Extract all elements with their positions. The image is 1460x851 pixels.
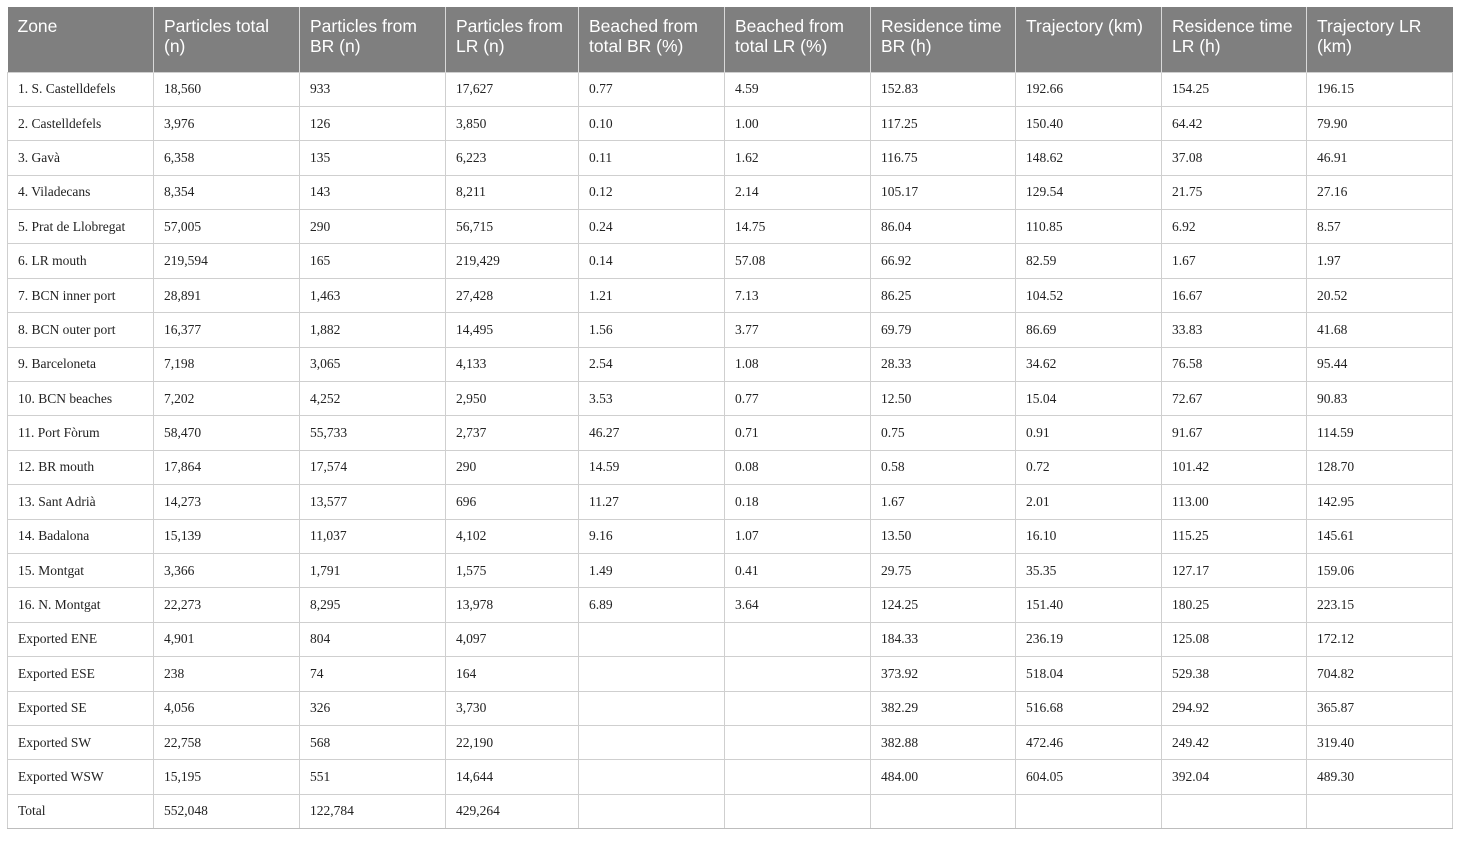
table-cell: 15,195 (154, 760, 300, 794)
table-cell: 164 (446, 657, 579, 691)
table-cell: 64.42 (1162, 106, 1307, 140)
table-row (8, 244, 1453, 278)
table-cell: 219,429 (446, 244, 579, 278)
table-cell: 0.72 (1016, 450, 1162, 484)
column-header: Trajectory LR (km) (1307, 7, 1453, 72)
table-cell: 28.33 (871, 347, 1016, 381)
zone-cell: 15. Montgat (8, 553, 154, 587)
table-row (8, 347, 1453, 381)
table-row (8, 588, 1453, 622)
table-cell: 0.18 (725, 485, 871, 519)
table-cell: 382.88 (871, 725, 1016, 759)
table-cell: 115.25 (1162, 519, 1307, 553)
table-cell: 72.67 (1162, 382, 1307, 416)
table-cell: 14.75 (725, 210, 871, 244)
table-cell: 29.75 (871, 553, 1016, 587)
table-cell: 17,627 (446, 72, 579, 106)
table-cell: 1.97 (1307, 244, 1453, 278)
table-cell: 192.66 (1016, 72, 1162, 106)
table-cell: 11.27 (579, 485, 725, 519)
table-cell: 66.92 (871, 244, 1016, 278)
table-cell: 290 (300, 210, 446, 244)
table-cell: 143 (300, 175, 446, 209)
table-cell: 249.42 (1162, 725, 1307, 759)
column-header: Particles total (n) (154, 7, 300, 72)
table-cell: 27,428 (446, 278, 579, 312)
column-header: Particles from BR (n) (300, 7, 446, 72)
table-cell: 21.75 (1162, 175, 1307, 209)
table-cell: 35.35 (1016, 553, 1162, 587)
table-cell: 16.67 (1162, 278, 1307, 312)
table-cell: 0.91 (1016, 416, 1162, 450)
table-cell: 86.69 (1016, 313, 1162, 347)
table-row (8, 794, 1453, 828)
zone-cell: 1. S. Castelldefels (8, 72, 154, 106)
table-cell: 114.59 (1307, 416, 1453, 450)
table-cell: 0.77 (579, 72, 725, 106)
table-cell: 15,139 (154, 519, 300, 553)
table-cell: 2.01 (1016, 485, 1162, 519)
table-cell: 135 (300, 141, 446, 175)
zone-cell: Exported ESE (8, 657, 154, 691)
zone-cell: 3. Gavà (8, 141, 154, 175)
table-cell: 489.30 (1307, 760, 1453, 794)
table-cell: 1.56 (579, 313, 725, 347)
table-cell: 82.59 (1016, 244, 1162, 278)
table-cell: 4,133 (446, 347, 579, 381)
table-cell: 1.00 (725, 106, 871, 140)
table-cell: 290 (446, 450, 579, 484)
table-cell: 20.52 (1307, 278, 1453, 312)
table-cell: 14,644 (446, 760, 579, 794)
table-cell: 1.07 (725, 519, 871, 553)
table-cell: 90.83 (1307, 382, 1453, 416)
table-cell: 127.17 (1162, 553, 1307, 587)
table-cell: 219,594 (154, 244, 300, 278)
table-row (8, 691, 1453, 725)
table-cell: 79.90 (1307, 106, 1453, 140)
table-cell: 0.71 (725, 416, 871, 450)
table-cell (725, 657, 871, 691)
zone-cell: 2. Castelldefels (8, 106, 154, 140)
table-cell (1307, 794, 1453, 828)
table-cell: 4,901 (154, 622, 300, 656)
table-cell: 22,758 (154, 725, 300, 759)
table-cell: 2.54 (579, 347, 725, 381)
column-header: Residence time BR (h) (871, 7, 1016, 72)
table-cell: 129.54 (1016, 175, 1162, 209)
table-cell: 604.05 (1016, 760, 1162, 794)
zone-cell: Exported ENE (8, 622, 154, 656)
table-cell (725, 691, 871, 725)
table-cell: 373.92 (871, 657, 1016, 691)
table-cell: 11,037 (300, 519, 446, 553)
table-cell: 14,495 (446, 313, 579, 347)
table-cell (725, 794, 871, 828)
table-cell: 3,976 (154, 106, 300, 140)
table-cell: 568 (300, 725, 446, 759)
table-cell: 0.24 (579, 210, 725, 244)
table-cell: 13,577 (300, 485, 446, 519)
table-cell: 392.04 (1162, 760, 1307, 794)
table-cell: 184.33 (871, 622, 1016, 656)
table-cell: 86.04 (871, 210, 1016, 244)
zone-cell: 14. Badalona (8, 519, 154, 553)
table-cell (579, 760, 725, 794)
table-cell: 95.44 (1307, 347, 1453, 381)
table-row (8, 382, 1453, 416)
zone-cell: 7. BCN inner port (8, 278, 154, 312)
table-row (8, 175, 1453, 209)
table-cell: 0.14 (579, 244, 725, 278)
table-cell: 804 (300, 622, 446, 656)
table-cell: 2,737 (446, 416, 579, 450)
table-cell: 150.40 (1016, 106, 1162, 140)
table-cell: 117.25 (871, 106, 1016, 140)
table-cell: 8,354 (154, 175, 300, 209)
table-cell: 69.79 (871, 313, 1016, 347)
table-cell: 13.50 (871, 519, 1016, 553)
table-cell: 34.62 (1016, 347, 1162, 381)
column-header: Beached from total LR (%) (725, 7, 871, 72)
table-cell (579, 657, 725, 691)
table-cell: 429,264 (446, 794, 579, 828)
table-cell: 7,202 (154, 382, 300, 416)
table-cell: 57,005 (154, 210, 300, 244)
table-cell: 6,358 (154, 141, 300, 175)
table-cell: 151.40 (1016, 588, 1162, 622)
table-cell: 17,864 (154, 450, 300, 484)
table-cell: 4,097 (446, 622, 579, 656)
table-cell: 116.75 (871, 141, 1016, 175)
table-cell: 4,102 (446, 519, 579, 553)
table-cell: 0.12 (579, 175, 725, 209)
table-cell: 126 (300, 106, 446, 140)
table-cell: 382.29 (871, 691, 1016, 725)
table-cell: 1,463 (300, 278, 446, 312)
table-cell: 0.58 (871, 450, 1016, 484)
table-cell: 552,048 (154, 794, 300, 828)
table-row (8, 622, 1453, 656)
table-cell: 110.85 (1016, 210, 1162, 244)
table-cell: 46.91 (1307, 141, 1453, 175)
table-header (8, 7, 1453, 72)
table-cell: 86.25 (871, 278, 1016, 312)
table-cell: 1,791 (300, 553, 446, 587)
column-header: Particles from LR (n) (446, 7, 579, 72)
table-cell: 1.21 (579, 278, 725, 312)
table-cell (579, 691, 725, 725)
table-cell: 933 (300, 72, 446, 106)
table-cell: 0.08 (725, 450, 871, 484)
particles-table (7, 7, 1453, 829)
table-cell: 180.25 (1162, 588, 1307, 622)
table-cell: 0.77 (725, 382, 871, 416)
table-cell: 152.83 (871, 72, 1016, 106)
table-cell: 125.08 (1162, 622, 1307, 656)
data-table-container (7, 7, 1452, 829)
zone-cell: Exported WSW (8, 760, 154, 794)
table-cell: 16,377 (154, 313, 300, 347)
table-cell: 0.11 (579, 141, 725, 175)
table-cell: 696 (446, 485, 579, 519)
zone-cell: 4. Viladecans (8, 175, 154, 209)
table-cell: 76.58 (1162, 347, 1307, 381)
zone-cell: 12. BR mouth (8, 450, 154, 484)
table-cell: 3,065 (300, 347, 446, 381)
table-cell: 2.14 (725, 175, 871, 209)
table-cell: 122,784 (300, 794, 446, 828)
table-cell: 484.00 (871, 760, 1016, 794)
table-cell: 113.00 (1162, 485, 1307, 519)
table-cell: 551 (300, 760, 446, 794)
table-cell: 56,715 (446, 210, 579, 244)
table-cell: 55,733 (300, 416, 446, 450)
zone-cell: 9. Barceloneta (8, 347, 154, 381)
table-row (8, 278, 1453, 312)
table-cell: 148.62 (1016, 141, 1162, 175)
table-cell (579, 725, 725, 759)
table-cell: 4.59 (725, 72, 871, 106)
table-cell: 22,190 (446, 725, 579, 759)
zone-cell: Exported SE (8, 691, 154, 725)
table-row (8, 416, 1453, 450)
table-cell: 294.92 (1162, 691, 1307, 725)
table-cell: 8,211 (446, 175, 579, 209)
table-cell: 1.08 (725, 347, 871, 381)
table-cell: 124.25 (871, 588, 1016, 622)
table-cell: 326 (300, 691, 446, 725)
table-cell: 128.70 (1307, 450, 1453, 484)
table-cell: 105.17 (871, 175, 1016, 209)
table-cell: 18,560 (154, 72, 300, 106)
table-cell: 196.15 (1307, 72, 1453, 106)
table-cell: 159.06 (1307, 553, 1453, 587)
zone-cell: 8. BCN outer port (8, 313, 154, 347)
table-cell: 3,850 (446, 106, 579, 140)
table-row (8, 760, 1453, 794)
table-cell: 0.10 (579, 106, 725, 140)
header-row (8, 7, 1453, 72)
table-cell: 236.19 (1016, 622, 1162, 656)
table-cell: 13,978 (446, 588, 579, 622)
table-row (8, 450, 1453, 484)
table-cell: 33.83 (1162, 313, 1307, 347)
table-cell: 2,950 (446, 382, 579, 416)
table-row (8, 485, 1453, 519)
column-header: Beached from total BR (%) (579, 7, 725, 72)
table-cell: 223.15 (1307, 588, 1453, 622)
table-cell: 46.27 (579, 416, 725, 450)
table-cell: 165 (300, 244, 446, 278)
table-cell: 319.40 (1307, 725, 1453, 759)
zone-cell: 10. BCN beaches (8, 382, 154, 416)
table-cell: 8.57 (1307, 210, 1453, 244)
table-cell: 57.08 (725, 244, 871, 278)
table-cell: 17,574 (300, 450, 446, 484)
table-cell: 28,891 (154, 278, 300, 312)
table-cell: 3.64 (725, 588, 871, 622)
table-cell: 365.87 (1307, 691, 1453, 725)
table-cell (1162, 794, 1307, 828)
table-cell: 238 (154, 657, 300, 691)
zone-cell: 11. Port Fòrum (8, 416, 154, 450)
table-cell: 6,223 (446, 141, 579, 175)
table-cell: 4,056 (154, 691, 300, 725)
table-cell: 1.62 (725, 141, 871, 175)
table-cell: 1.67 (871, 485, 1016, 519)
zone-cell: Exported SW (8, 725, 154, 759)
table-cell: 101.42 (1162, 450, 1307, 484)
table-cell: 37.08 (1162, 141, 1307, 175)
table-cell: 15.04 (1016, 382, 1162, 416)
table-cell: 27.16 (1307, 175, 1453, 209)
table-row (8, 725, 1453, 759)
table-cell (725, 622, 871, 656)
table-cell: 516.68 (1016, 691, 1162, 725)
table-cell: 91.67 (1162, 416, 1307, 450)
column-header: Zone (8, 7, 154, 72)
table-cell (579, 794, 725, 828)
zone-cell: 5. Prat de Llobregat (8, 210, 154, 244)
table-cell: 22,273 (154, 588, 300, 622)
table-cell: 6.92 (1162, 210, 1307, 244)
table-cell: 1.67 (1162, 244, 1307, 278)
table-cell: 529.38 (1162, 657, 1307, 691)
table-cell: 472.46 (1016, 725, 1162, 759)
table-row (8, 657, 1453, 691)
table-cell: 4,252 (300, 382, 446, 416)
table-row (8, 553, 1453, 587)
table-cell: 14.59 (579, 450, 725, 484)
table-cell: 0.41 (725, 553, 871, 587)
table-cell: 9.16 (579, 519, 725, 553)
table-cell: 142.95 (1307, 485, 1453, 519)
table-cell: 58,470 (154, 416, 300, 450)
table-cell: 6.89 (579, 588, 725, 622)
table-cell: 0.75 (871, 416, 1016, 450)
zone-cell: Total (8, 794, 154, 828)
table-cell: 7,198 (154, 347, 300, 381)
table-cell: 14,273 (154, 485, 300, 519)
table-cell: 172.12 (1307, 622, 1453, 656)
table-cell: 41.68 (1307, 313, 1453, 347)
column-header: Residence time LR (h) (1162, 7, 1307, 72)
column-header: Trajectory (km) (1016, 7, 1162, 72)
table-row (8, 72, 1453, 106)
table-cell: 3,366 (154, 553, 300, 587)
table-cell: 7.13 (725, 278, 871, 312)
zone-cell: 6. LR mouth (8, 244, 154, 278)
table-row (8, 141, 1453, 175)
table-cell: 3.53 (579, 382, 725, 416)
table-cell: 154.25 (1162, 72, 1307, 106)
table-cell: 1.49 (579, 553, 725, 587)
table-row (8, 519, 1453, 553)
table-body (8, 72, 1453, 829)
table-cell (579, 622, 725, 656)
table-cell: 3,730 (446, 691, 579, 725)
table-cell: 704.82 (1307, 657, 1453, 691)
zone-cell: 13. Sant Adrià (8, 485, 154, 519)
table-cell: 3.77 (725, 313, 871, 347)
table-cell: 16.10 (1016, 519, 1162, 553)
table-cell: 518.04 (1016, 657, 1162, 691)
table-cell: 1,575 (446, 553, 579, 587)
table-cell: 74 (300, 657, 446, 691)
table-row (8, 210, 1453, 244)
table-cell: 104.52 (1016, 278, 1162, 312)
zone-cell: 16. N. Montgat (8, 588, 154, 622)
table-cell (871, 794, 1016, 828)
table-cell (1016, 794, 1162, 828)
table-cell (725, 760, 871, 794)
table-cell: 8,295 (300, 588, 446, 622)
table-cell: 1,882 (300, 313, 446, 347)
table-cell: 145.61 (1307, 519, 1453, 553)
table-cell: 12.50 (871, 382, 1016, 416)
table-row (8, 106, 1453, 140)
table-cell (725, 725, 871, 759)
table-row (8, 313, 1453, 347)
